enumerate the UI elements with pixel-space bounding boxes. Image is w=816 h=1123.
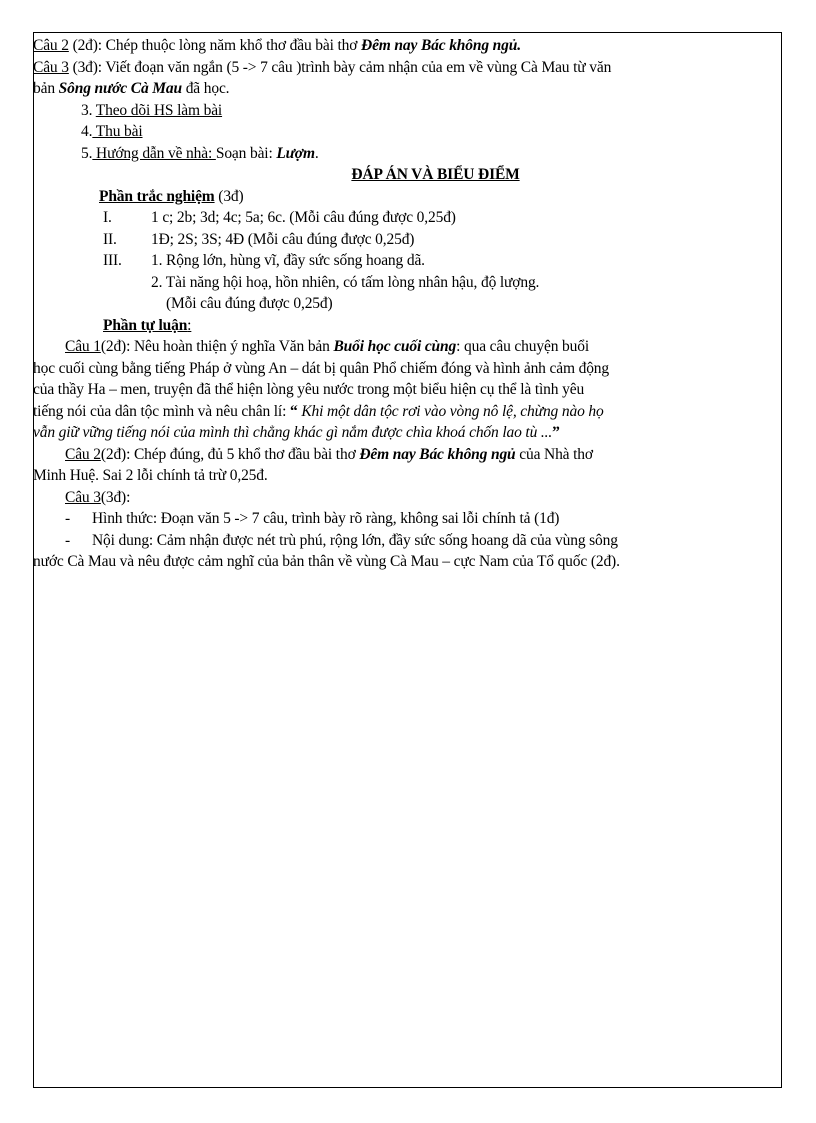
essay-c3-label: Câu 3 bbox=[65, 488, 101, 506]
step-4 bbox=[33, 121, 778, 143]
essay-c1-quote-close: ” bbox=[552, 424, 560, 441]
mc-section-title bbox=[33, 186, 778, 208]
essay-colon: : bbox=[187, 316, 192, 334]
step-3-label: Theo dõi HS làm bài bbox=[95, 101, 223, 119]
step-4-label: Thu bài bbox=[92, 123, 143, 140]
mc-row-2-roman: II. bbox=[103, 230, 117, 248]
step-5-extra: Soạn bài: bbox=[215, 144, 277, 162]
essay-c2-b: của Nhà thơ bbox=[515, 445, 593, 463]
essay-c3-item-2 bbox=[33, 530, 778, 552]
mc-title: Phần trắc nghiệm bbox=[99, 187, 215, 205]
essay-c1-line3: của thầy Ha – men, truyện đã thể hiện lòng yêu nước trong một biểu hiện cụ thể là tình yêu bbox=[33, 381, 585, 398]
essay-c1-label: Câu 1 bbox=[65, 338, 101, 355]
essay-c3-a: (3đ): bbox=[100, 488, 131, 506]
essay-c2-line2: Minh Huệ. Sai 2 lỗi chính tả trừ 0,25đ. bbox=[33, 467, 268, 484]
question-2-title: Đêm nay Bác không ngủ. bbox=[361, 37, 521, 54]
mc-row-3-roman: III. bbox=[103, 252, 122, 269]
essay-c1-line4a: tiếng nói của dân tộc mình và nêu chân lí: bbox=[33, 402, 290, 420]
question-3-text2: bản bbox=[33, 80, 59, 97]
essay-c3-item-2-text: Nội dung: Cảm nhận được nét trù phú, rộng lớn, đầy sức sống hoang dã của vùng sông bbox=[92, 531, 618, 549]
essay-c2-title: Đêm nay Bác không ngủ bbox=[359, 445, 516, 463]
essay-c1-line5-text: vẫn giữ vững tiếng nói của mình thì chẳng khác gì nắm được chìa khoá chốn lao tù ... bbox=[33, 424, 553, 441]
mc-row-1-text: 1 c; 2b; 3d; 4c; 5a; 6c. (Mỗi câu đúng được 0,25đ) bbox=[151, 209, 456, 226]
question-3-title: Sông nước Cà Mau bbox=[58, 80, 182, 97]
essay-c2-a: (2đ): Chép đúng, đủ 5 khổ thơ đầu bài thơ bbox=[100, 445, 360, 463]
mc-row-3 bbox=[33, 250, 778, 272]
step-5-num: 5. bbox=[81, 144, 93, 162]
essay-c2-label: Câu 2 bbox=[65, 445, 101, 463]
mc-row-1-roman: I. bbox=[103, 209, 112, 226]
mc-row-1 bbox=[33, 207, 778, 229]
question-2-text: (2đ): Chép thuộc lòng năm khổ thơ đầu bài thơ bbox=[68, 37, 362, 54]
essay-c1-b: : qua câu chuyện buổi bbox=[456, 338, 589, 355]
question-3-label: Câu 3 bbox=[33, 58, 69, 76]
mc-sub: 2. Tài năng hội hoạ, hồn nhiên, có tấm lòng nhân hậu, độ lượng. bbox=[151, 273, 540, 291]
document-body bbox=[33, 35, 778, 573]
essay-c1-line5 bbox=[33, 422, 778, 444]
step-4-num: 4. bbox=[81, 123, 93, 140]
step-5-label: Hướng dẫn về nhà: bbox=[92, 144, 216, 162]
essay-c1-title: Buổi học cuối cùng bbox=[333, 338, 457, 355]
essay-c3-item-1-text: Hình thức: Đoạn văn 5 -> 7 câu, trình bày rõ ràng, không sai lỗi chính tả (1đ) bbox=[92, 510, 560, 527]
essay-c3-item-1-dash: - bbox=[65, 510, 71, 527]
essay-c1-quote-open: “ bbox=[289, 402, 298, 420]
essay-c3-item-2-dash: - bbox=[65, 531, 71, 549]
step-5-end: . bbox=[314, 144, 319, 162]
essay-c1-line4 bbox=[33, 401, 778, 423]
essay-c3-line1 bbox=[33, 487, 778, 509]
mc-sub-note: (Mỗi câu đúng được 0,25đ) bbox=[166, 295, 333, 312]
step-5-title: Lượm bbox=[276, 144, 315, 162]
mc-points: (3đ) bbox=[214, 187, 244, 205]
question-2-label: Câu 2 bbox=[33, 37, 69, 54]
answer-heading-text: ĐÁP ÁN VÀ BIỂU ĐIỂM bbox=[351, 166, 520, 183]
question-3-text: (3đ): Viết đoạn văn ngắn (5 -> 7 câu )trình bày cảm nhận của em về vùng Cà Mau từ văn bbox=[68, 58, 612, 76]
essay-title: Phần tự luận bbox=[103, 316, 188, 334]
essay-c1-line2: học cuối cùng bằng tiếng Pháp ở vùng An – dát bị quân Phổ chiếm đóng và hình ảnh cảm động bbox=[33, 359, 609, 377]
answer-heading bbox=[33, 164, 778, 186]
essay-c1-a: (2đ): Nêu hoàn thiện ý nghĩa Văn bản bbox=[100, 338, 334, 355]
mc-row-2 bbox=[33, 229, 778, 251]
question-2 bbox=[33, 35, 778, 57]
step-3 bbox=[33, 100, 778, 122]
essay-c2-line1 bbox=[33, 444, 778, 466]
question-3-cont bbox=[33, 78, 778, 100]
essay-c1-line1 bbox=[33, 336, 778, 358]
essay-c3-item-1 bbox=[33, 508, 778, 530]
essay-c3-last-line: nước Cà Mau và nêu được cảm nghĩ của bản thân về vùng Cà Mau – cực Nam của Tổ quốc (2đ). bbox=[33, 553, 620, 570]
step-3-num: 3. bbox=[81, 101, 96, 119]
question-3 bbox=[33, 57, 778, 79]
mc-row-2-text: 1Đ; 2S; 3S; 4Đ (Mỗi câu đúng được 0,25đ) bbox=[151, 230, 415, 248]
mc-row-3-text: 1. Rộng lớn, hùng vĩ, đầy sức sống hoang dã. bbox=[151, 252, 425, 269]
step-5 bbox=[33, 143, 778, 165]
essay-section-title bbox=[33, 315, 778, 337]
essay-c1-line4b: Khi một dân tộc rơi vào vòng nô lệ, chừng nào họ bbox=[297, 402, 604, 420]
question-3-text3: đã học. bbox=[181, 80, 230, 97]
